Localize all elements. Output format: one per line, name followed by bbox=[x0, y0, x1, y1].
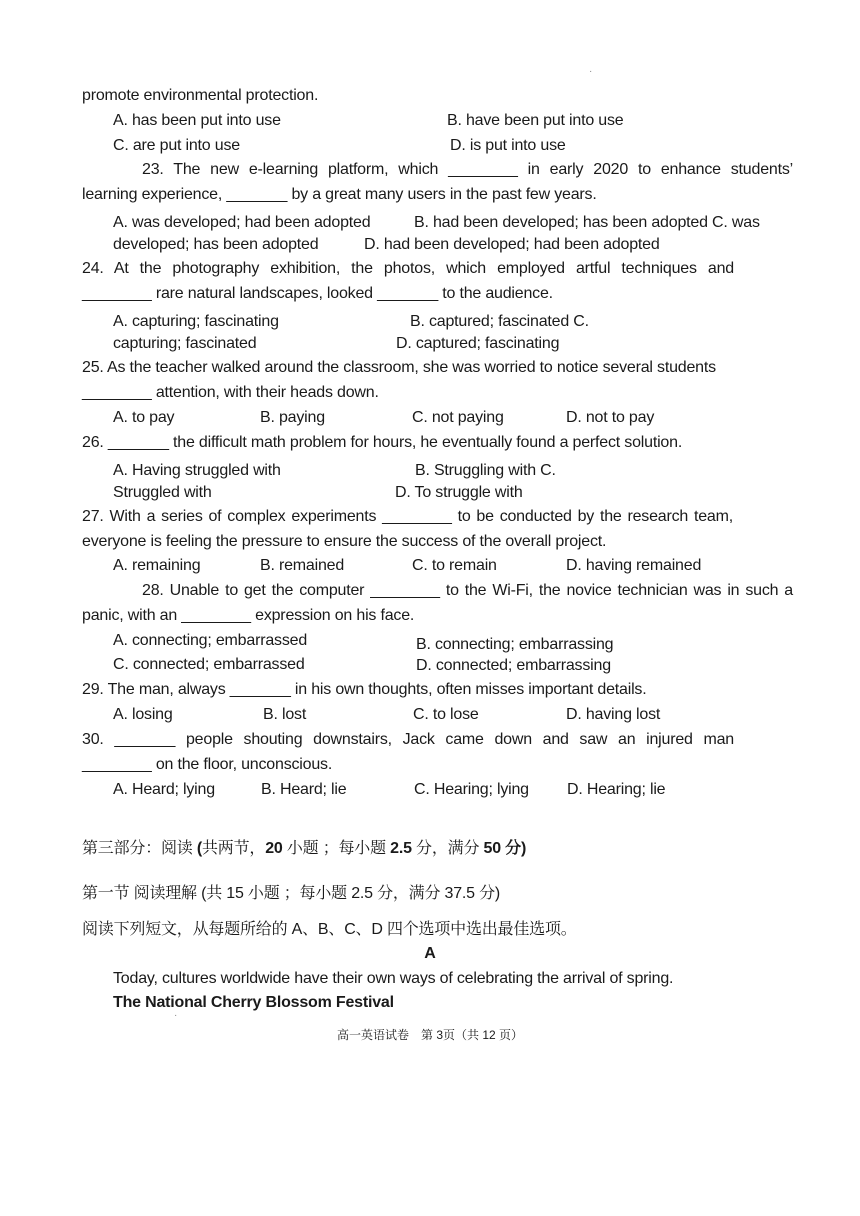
q30-stem-line1: 30. _______ people shouting downstairs, Jack came down and saw an injured man bbox=[82, 731, 734, 748]
q23-option-c: developed; has been adopted bbox=[113, 236, 319, 253]
scan-dot: · bbox=[174, 1010, 178, 1021]
q26-option-b: B. Struggling with C. bbox=[415, 462, 556, 479]
q25-stem-line2: ________ attention, with their heads down. bbox=[82, 384, 379, 401]
q29-option-b: B. lost bbox=[263, 706, 307, 723]
q23-stem-line1: 23. The new e-learning platform, which ________ in early 2020 to enhance students’ bbox=[142, 161, 793, 178]
q28-option-c: C. connected; embarrassed bbox=[113, 656, 305, 673]
q24-option-a: A. capturing; fascinating bbox=[113, 313, 279, 330]
q30-option-b: B. Heard; lie bbox=[261, 781, 347, 798]
q23-option-d: D. had been developed; had been adopted bbox=[364, 236, 660, 253]
q26-stem-line1: 26. _______ the difficult math problem for hours, he eventually found a perfect solution. bbox=[82, 434, 683, 451]
q25-option-d: D. not to pay bbox=[566, 409, 655, 426]
q29-option-c: C. to lose bbox=[413, 706, 479, 723]
q27-option-b: B. remained bbox=[260, 557, 345, 574]
q30-option-d: D. Hearing; lie bbox=[567, 781, 666, 798]
q25-option-a: A. to pay bbox=[113, 409, 175, 426]
part3-title: 第三部分：阅读 (共两节，20 小题 ；每小题 2.5 分，满分 50 分) bbox=[82, 840, 527, 857]
section1-instruction: 阅读下列短文，从每题所给的 A、B、C、D 四个选项中选出最佳选项。 bbox=[82, 921, 577, 938]
page-footer: 高一英语试卷 第 3页（共 12 页） bbox=[336, 1028, 524, 1042]
q28-stem-line1: 28. Unable to get the computer ________ to the Wi-Fi, the novice technician was in such a bbox=[142, 582, 793, 599]
q27-stem-line2: everyone is feeling the pressure to ensure the success of the overall project. bbox=[82, 533, 607, 550]
q30-option-a: A. Heard; lying bbox=[113, 781, 215, 798]
scan-dot: · bbox=[589, 66, 593, 77]
q28-option-d: D. connected; embarrassing bbox=[416, 657, 611, 674]
section1-title: 第一节 阅读理解 (共 15 小题 ；每小题 2.5 分，满分 37.5 分) bbox=[82, 885, 501, 902]
q24-option-c: capturing; fascinated bbox=[113, 335, 257, 352]
q24-stem-line1: 24. At the photography exhibition, the photos, which employed artful techniques and bbox=[82, 260, 734, 277]
q22-option-b: B. have been put into use bbox=[447, 112, 624, 129]
q26-option-d: D. To struggle with bbox=[395, 484, 523, 501]
q24-option-d: D. captured; fascinating bbox=[396, 335, 560, 352]
q29-option-a: A. losing bbox=[113, 706, 173, 723]
q29-option-d: D. having lost bbox=[566, 706, 661, 723]
q28-stem-line2: panic, with an ________ expression on his face. bbox=[82, 607, 415, 624]
q28-option-a: A. connecting; embarrassed bbox=[113, 632, 308, 649]
q28-option-b: B. connecting; embarrassing bbox=[416, 636, 614, 653]
q27-option-c: C. to remain bbox=[412, 557, 497, 574]
q22-option-a: A. has been put into use bbox=[113, 112, 281, 129]
q23-option-a: A. was developed; had been adopted bbox=[113, 214, 371, 231]
passage-letter: A bbox=[424, 945, 436, 962]
passage-intro: Today, cultures worldwide have their own ways of celebrating the arrival of spring. bbox=[113, 970, 674, 987]
passage-heading: The National Cherry Blossom Festival bbox=[113, 994, 394, 1011]
q26-option-a: A. Having struggled with bbox=[113, 462, 281, 479]
q27-stem-line1: 27. With a series of complex experiments ________ to be conducted by the research team, bbox=[82, 508, 733, 525]
q30-stem-line2: ________ on the floor, unconscious. bbox=[82, 756, 333, 773]
q27-option-a: A. remaining bbox=[113, 557, 201, 574]
q25-option-c: C. not paying bbox=[412, 409, 504, 426]
q24-option-b: B. captured; fascinated C. bbox=[410, 313, 589, 330]
q26-option-c: Struggled with bbox=[113, 484, 212, 501]
q23-option-b: B. had been developed; has been adopted C. was bbox=[414, 214, 760, 231]
q30-option-c: C. Hearing; lying bbox=[414, 781, 529, 798]
q22-stem-end: promote environmental protection. bbox=[82, 87, 319, 104]
q22-option-d: D. is put into use bbox=[450, 137, 566, 154]
q23-stem-line2: learning experience, _______ by a great many users in the past few years. bbox=[82, 186, 597, 203]
q24-stem-line2: ________ rare natural landscapes, looked _______ to the audience. bbox=[82, 285, 553, 302]
q25-stem-line1: 25. As the teacher walked around the classroom, she was worried to notice several students bbox=[82, 359, 716, 376]
q22-option-c: C. are put into use bbox=[113, 137, 240, 154]
q27-option-d: D. having remained bbox=[566, 557, 702, 574]
q25-option-b: B. paying bbox=[260, 409, 325, 426]
q29-stem-line1: 29. The man, always _______ in his own thoughts, often misses important details. bbox=[82, 681, 647, 698]
